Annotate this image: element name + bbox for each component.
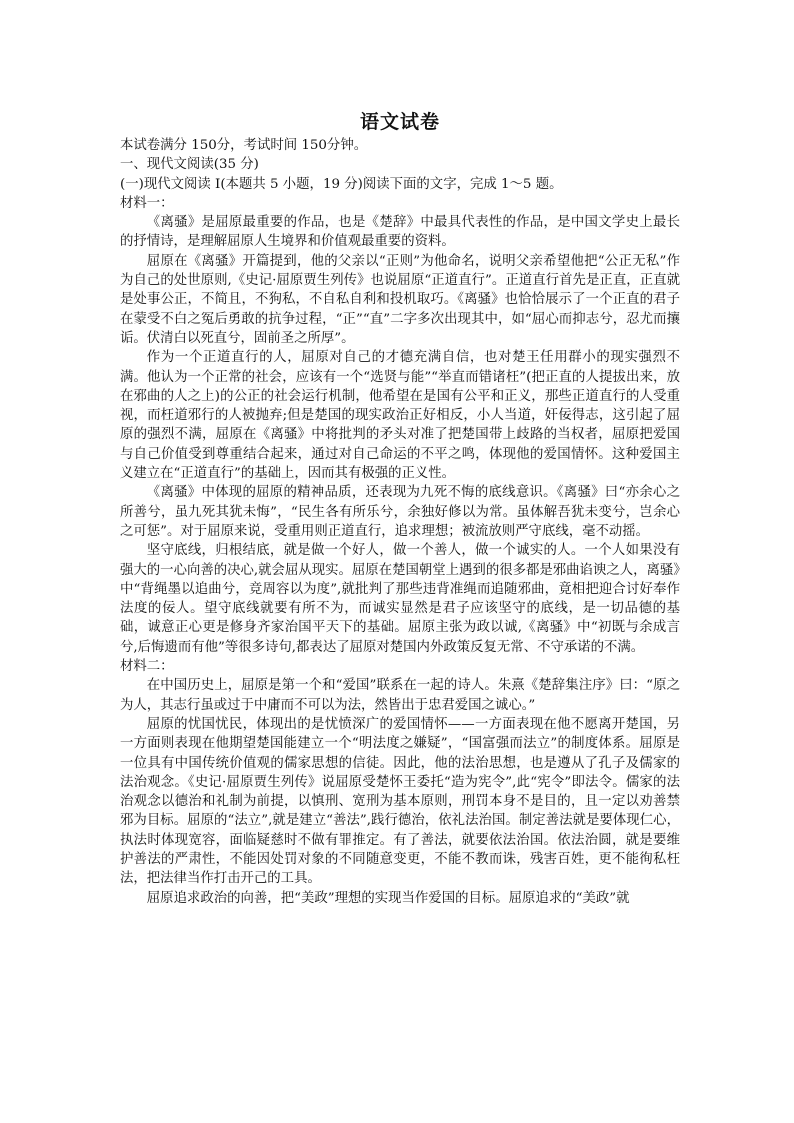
- material1-paragraph: 坚守底线，归根结底，就是做一个好人，做一个善人，做一个诚实的人。一个人如果没有强大的一心向善的决心,就会屈从现实。屈原在楚国朝堂上遇到的很多都是邪曲谄谀之人，离骚》中“背绳墨以追曲兮，竞周容以为度”,就批判了那些违背准绳而追随邪曲，竟相把迎合讨好奉作法度的佞人。望守底线就要有所不为，而诚实显然是君子应该坚守的底线，是一切品德的基础，诚意正心更是修身齐家治国平天下的基础。屈原主张为政以诚,《离骚》中“初既与余成言兮,后悔遗而有他”等很多诗句,都表达了屈原对楚国内外政策反复无常、不守承诺的不满。: [120, 543, 680, 655]
- material2-label: 材料二：: [120, 659, 174, 675]
- material2-paragraph: 屈原追求政治的向善，把“美政”理想的实现当作爱国的目标。屈原追求的“美政”就: [146, 890, 630, 906]
- material1-paragraph: 《离骚》中体现的屈原的精神品质，还表现为九死不悔的底线意识。《离骚》曰“亦余心之所善兮，虽九死其犹未悔”，“民生各有所乐兮，余独好修以为常。虽体解吾犹未变兮，岂余心之可惩”。对于屈原来说，受重用则正道直行，追求理想；被流放则严守底线，毫不动摇。: [120, 485, 680, 539]
- material1-label: 材料一：: [120, 195, 174, 211]
- section-heading: 一、现代文阅读(35 分): [120, 157, 259, 173]
- material2-paragraph: 在中国历史上，屈原是第一个和“爱国”联系在一起的诗人。朱熹《楚辞集注序》曰：“原之为人，其志行虽或过于中庸而不可以为法，然皆出于忠君爱国之诚心。”: [120, 678, 680, 713]
- document-content: [120, 108, 680, 908]
- material1-paragraph: 屈原在《离骚》开篇提到，他的父亲以“正则”为他命名，说明父亲希望他把“公正无私”作为自己的处世原则,《史记·屈原贾生列传》也说屈原“正道直行”。正道直行首先是正直，正直就是处事公正，不简且，不狗私，不自私自利和投机取巧。《离骚》也恰恰展示了一个正直的君子在蒙受不白之冤后勇敢的抗争过程，“正”“直”二字多次出现其中，如“屈心而抑志兮，忍尤而攘诟。伏清白以死直兮，固前圣之所厚”。: [120, 253, 680, 346]
- material1-paragraph: 作为一个正道直行的人，屈原对自己的才德充满自信，也对楚王任用群小的现实强烈不满。他认为一个正常的社会，应该有一个“选贤与能”“举直而错诸枉”(把正直的人提拔出来，放在邪曲的人之上)的公正的社会运行机制，他希望在是国有公平和正义，那些正道直行的人受重视，而枉道邪行的人被抛弃;但是楚国的现实政治正好相反，小人当道，奸佞得志，这引起了屈原的强烈不满，屈原在《离骚》中将批判的矛头对准了把楚国带上歧路的当权者，屈原把爱国与自己价值受到尊重结合起来，通过对自己命运的不平之鸣，体现他的爱国情怀。这种爱国主义建立在“正道直行”的基础上，因而其有极强的正义性。: [120, 350, 680, 482]
- material2-paragraph: 屈原的忧国忧民，体现出的是忧愤深广的爱国情怀——一方面表现在他不愿离开楚国，另一方面则表现在他期望楚国能建立一个“明法度之嫌疑”，“国富强而法立”的制度体系。屈原是一位具有中国传统价值观的儒家思想的信徒。因此，他的法治思想，也是遵从了孔子及儒家的法治观念。《史记·屈原贾生列传》说屈原受楚怀王委托“造为宪令”,此“宪令”即法令。儒家的法治观念以德治和礼制为前提，以慎刑、宽刑为基本原则，刑罚本身不是目的，且一定以劝善禁邪为目标。屈原的“法立”,就是建立“善法”,践行德治，依礼法治国。制定善法就是要体现仁心，执法时体现宽容，面临疑慈时不做有罪推定。有了善法，就要依法治国。依法治圆，就是要维护善法的严肃性，不能因处罚对象的不同随意变更，不能不教而诛，残害百姓，更不能徇私枉法，把法律当作打击开己的工具。: [120, 716, 680, 887]
- exam-instructions: 本试卷满分 150分，考试时间 150分钟。: [120, 138, 368, 153]
- page-title: 语文试卷: [359, 111, 440, 133]
- material1-paragraph: 《离骚》是屈原最重要的作品，也是《楚辞》中最具代表性的作品，是中国文学史上最长的抒情诗，是理解屈原人生境界和价值观最重要的资料。: [120, 215, 680, 250]
- subsection-heading: (一)现代文阅读 Ⅰ(本题共 5 小题，19 分)阅读下面的文字，完成 1～5 题。: [120, 176, 563, 192]
